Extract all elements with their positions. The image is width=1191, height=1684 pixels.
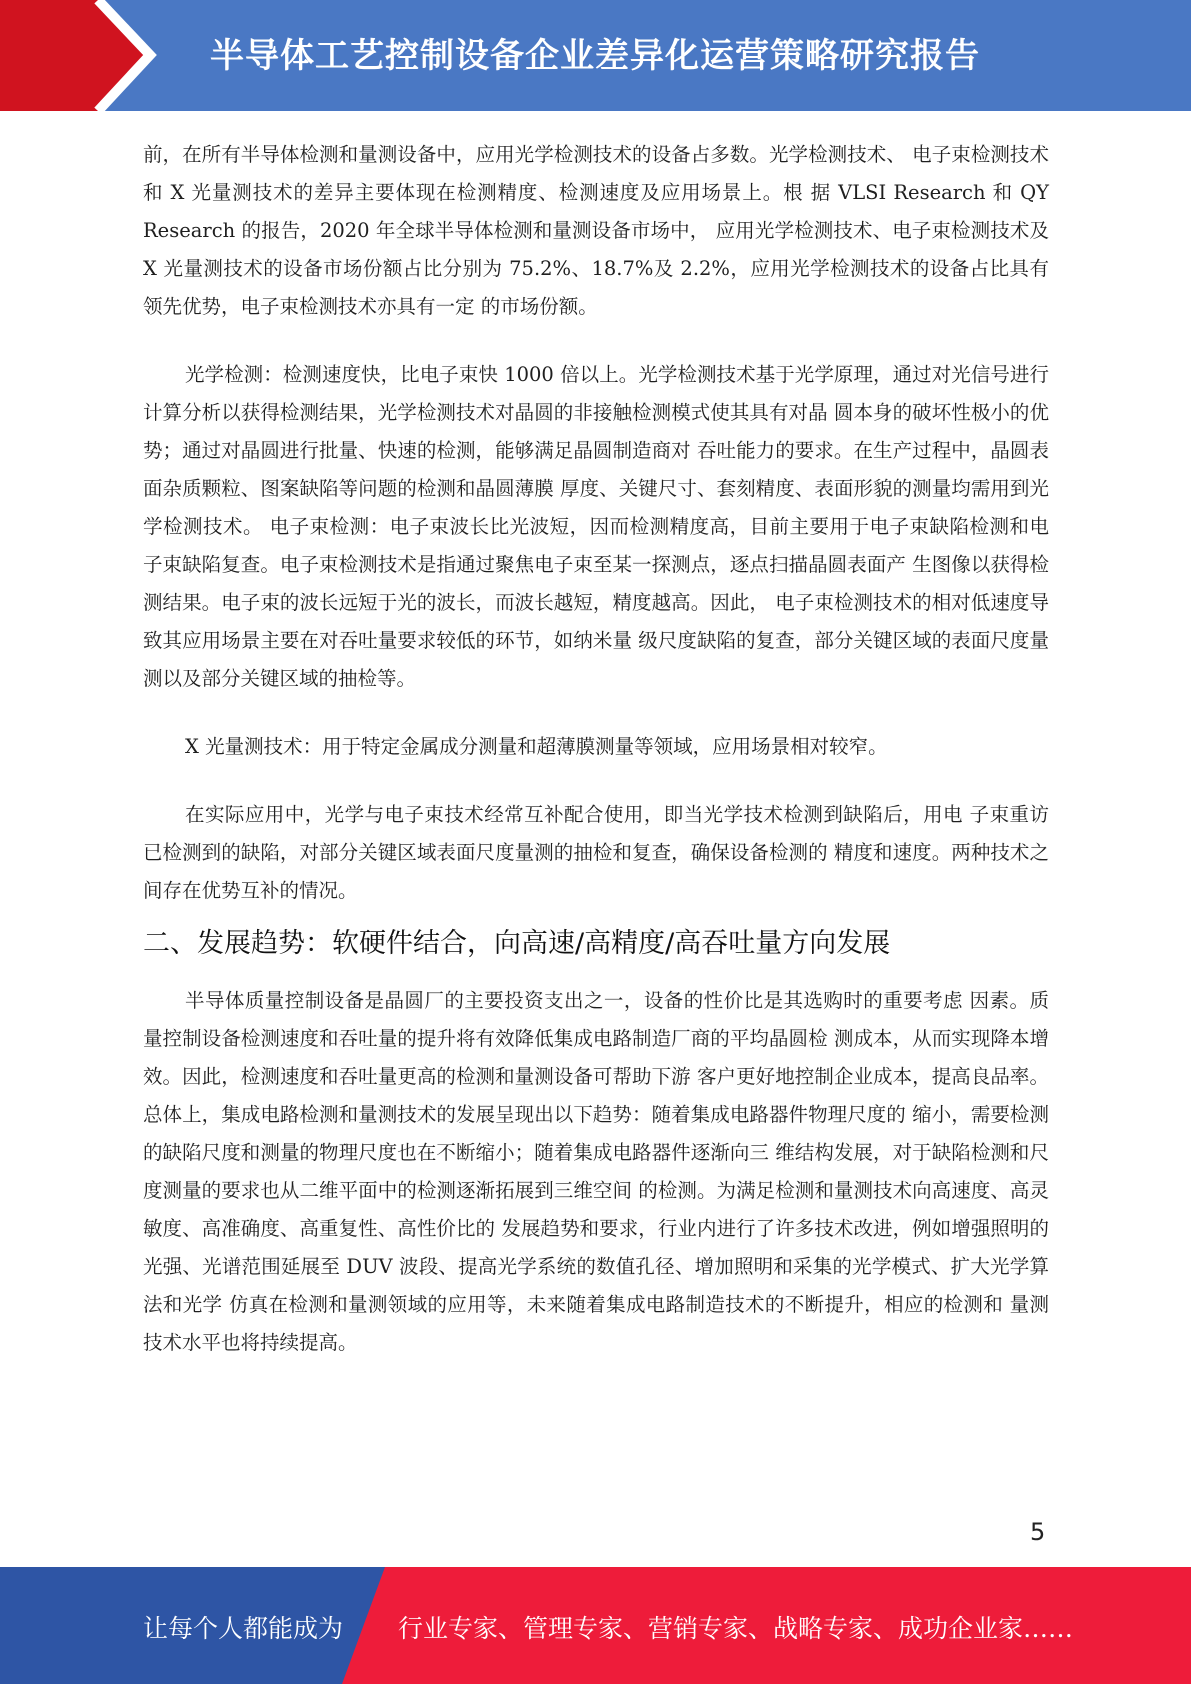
paragraph-complementary: 在实际应用中，光学与电子束技术经常互补配合使用，即当光学技术检测到缺陷后，用电 子束重访已检测到的缺陷，对部分关键区域表面尺度量测的抽检和复查，确保设备检测的 精度和速度。两种技术之间存在优势互补的情况。: [143, 803, 1049, 902]
footer-banner: [0, 1567, 1191, 1684]
paragraph-trends: 半导体质量控制设备是晶圆厂的主要投资支出之一，设备的性价比是其选购时的重要考虑 因素。质量控制设备检测速度和吞吐量的提升将有效降低集成电路制造厂商的平均晶圆检 测成本，从而实现降本增效。因此，检测速度和吞吐量更高的检测和量测设备可帮助下游 客户更好地控制企业成本，提高良品率。 总体上，集成电路检测和量测技术的发展呈现出以下趋势：随着集成电路器件物理尺度的 缩小，需要检测的缺陷尺度和测量的物理尺度也在不断缩小；随着集成电路器件逐渐向三 维结构发展，对于缺陷检测和尺度测量的要求也从二维平面中的检测逐渐拓展到三维空间 的检测。为满足检测和量测技术向高速度、高灵敏度、高准确度、高重复性、高性价比的 发展趋势和要求，行业内进行了许多技术改进，例如增强照明的光强、光谱范围延展至 DUV 波段、提高光学系统的数值孔径、增加照明和采集的光学模式、扩大光学算法和光学 仿真在检测和量测领域的应用等，未来随着集成电路制造技术的不断提升，相应的检测和 量测技术水平也将持续提高。: [143, 989, 1049, 1354]
report-title: 半导体工艺控制设备企业差异化运营策略研究报告: [210, 36, 980, 76]
paragraph-optical-ebeam: 光学检测：检测速度快，比电子束快 1000 倍以上。光学检测技术基于光学原理，通过对光信号进行计算分析以获得检测结果，光学检测技术对晶圆的非接触检测模式使其具有对晶 圆本身的破坏性极小的优势；通过对晶圆进行批量、快速的检测，能够满足晶圆制造商对 吞吐能力的要求。在生产过程中，晶圆表面杂质颗粒、图案缺陷等问题的检测和晶圆薄膜 厚度、关键尺寸、套刻精度、表面形貌的测量均需用到光学检测技术。 电子束检测：电子束波长比光波短，因而检测精度高，目前主要用于电子束缺陷检测和电 子束缺陷复查。电子束检测技术是指通过聚焦电子束至某一探测点，逐点扫描晶圆表面产 生图像以获得检测结果。电子束的波长远短于光的波长，而波长越短，精度越高。因此， 电子束检测技术的相对低速度导致其应用场景主要在对吞吐量要求较低的环节，如纳米量 级尺度缺陷的复查，部分关键区域的表面尺度量测以及部分关键区域的抽检等。: [143, 363, 1049, 690]
paragraph-intro: 前，在所有半导体检测和量测设备中，应用光学检测技术的设备占多数。光学检测技术、 电子束检测技术和 X 光量测技术的差异主要体现在检测精度、检测速度及应用场景上。根 据 VLSI Research 和 QY Research 的报告，2020 年全球半导体检测和量测设备市场中， 应用光学检测技术、电子束检测技术及 X 光量测技术的设备市场份额占比分别为 75.2%、18.7%及 2.2%，应用光学检测技术的设备占比具有领先优势，电子束检测技术亦具有一定 的市场份额。: [143, 143, 1049, 318]
page-number: 5: [1030, 1518, 1046, 1546]
document-body: [143, 136, 1049, 1362]
section-heading: 二、发展趋势：软硬件结合，向高速/高精度/高吞吐量方向发展: [143, 928, 891, 959]
footer-slogan-left: 让每个人都能成为: [143, 1614, 344, 1643]
paragraph-xray: X 光量测技术：用于特定金属成分测量和超薄膜测量等领域，应用场景相对较窄。: [185, 735, 888, 758]
header-banner: [0, 0, 1191, 111]
footer-slogan-right: 行业专家、管理专家、营销专家、战略专家、成功企业家……: [398, 1614, 1074, 1643]
